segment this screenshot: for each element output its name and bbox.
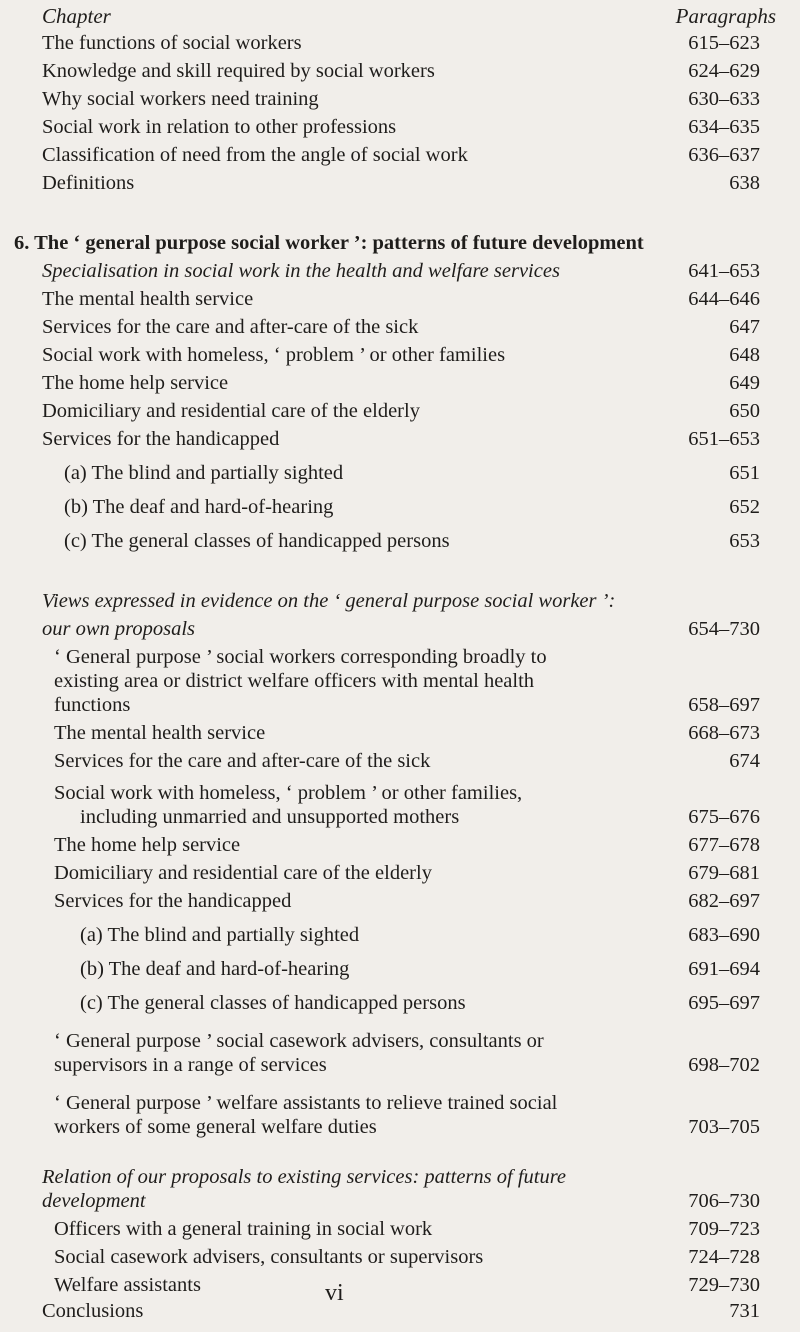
toc-entry-paragraphs: 668–673 — [688, 722, 760, 744]
toc-entry-paragraphs: 674 — [729, 750, 760, 772]
toc-entry-paragraphs: 679–681 — [688, 862, 760, 884]
toc-entry-paragraphs: 650 — [729, 400, 760, 422]
toc-entry-paragraphs: 724–728 — [688, 1246, 760, 1268]
toc-entry-paragraphs: 647 — [729, 316, 760, 338]
toc-entry-paragraphs: 653 — [729, 530, 760, 552]
toc-entry-title: (b) The deaf and hard-of-hearing — [80, 958, 350, 980]
toc-entry-paragraphs: 658–697 — [688, 694, 760, 716]
toc-entry-paragraphs: 698–702 — [688, 1054, 760, 1076]
toc-entry-title: ‘ General purpose ’ welfare assistants to relieve trained social — [54, 1092, 558, 1114]
toc-entry-title: Social casework advisers, consultants or supervisors — [54, 1246, 484, 1268]
toc-entry-title: (a) The blind and partially sighted — [64, 462, 344, 484]
toc-entry-title: Services for the care and after-care of the sick — [54, 750, 431, 772]
toc-entry-title: Services for the handicapped — [42, 428, 280, 450]
toc-entry-title: Conclusions — [42, 1300, 144, 1322]
toc-entry-paragraphs: 682–697 — [688, 890, 760, 912]
toc-entry-title: functions — [54, 694, 131, 716]
toc-entry-paragraphs: 651–653 — [688, 428, 760, 450]
toc-entry-title: our own proposals — [42, 618, 196, 640]
toc-entry-title: (b) The deaf and hard-of-hearing — [64, 496, 334, 518]
toc-entry-paragraphs: 636–637 — [688, 144, 760, 166]
toc-entry-title: Welfare assistants — [54, 1274, 201, 1296]
toc-entry-title: development — [42, 1190, 146, 1212]
toc-entry-title: workers of some general welfare duties — [54, 1116, 377, 1138]
toc-entry-paragraphs: 651 — [729, 462, 760, 484]
toc-entry-title: existing area or district welfare officers with mental health — [54, 670, 535, 692]
toc-entry-paragraphs: 683–690 — [688, 924, 760, 946]
toc-entry-title: Specialisation in social work in the health and welfare services — [42, 260, 560, 282]
toc-entry-title: (c) The general classes of handicapped persons — [64, 530, 450, 552]
toc-entry-title: The home help service — [54, 834, 241, 856]
toc-entry-title: Social work in relation to other professions — [42, 116, 397, 138]
toc-entry-title: Definitions — [42, 172, 135, 194]
toc-entry-paragraphs: 615–623 — [688, 32, 760, 54]
toc-entry-paragraphs: 706–730 — [688, 1190, 760, 1212]
toc-entry-title: (a) The blind and partially sighted — [80, 924, 360, 946]
toc-entry-title: Officers with a general training in social work — [54, 1218, 433, 1240]
toc-entry-title: The mental health service — [42, 288, 254, 310]
toc-entry-paragraphs: 703–705 — [688, 1116, 760, 1138]
toc-entry-title: Domiciliary and residential care of the elderly — [42, 400, 420, 422]
toc-entry-paragraphs: 652 — [729, 496, 760, 518]
toc-entry-title: The mental health service — [54, 722, 266, 744]
toc-entry-paragraphs: 634–635 — [688, 116, 760, 138]
toc-entry-paragraphs: 641–653 — [688, 260, 760, 282]
toc-entry-title: Knowledge and skill required by social workers — [42, 60, 435, 82]
toc-entry-paragraphs: 638 — [729, 172, 760, 194]
toc-entry-paragraphs: 654–730 — [688, 618, 760, 640]
toc-entry-title: Social work with homeless, ‘ problem ’ or other families — [42, 344, 506, 366]
toc-entry-paragraphs: 731 — [729, 1300, 760, 1322]
toc-entry-title: Why social workers need training — [42, 88, 319, 110]
toc-entry-paragraphs: 677–678 — [688, 834, 760, 856]
toc-entry-paragraphs: 729–730 — [688, 1274, 760, 1296]
toc-entry-title: Domiciliary and residential care of the elderly — [54, 862, 432, 884]
toc-entry-title: 6. The ‘ general purpose social worker ’: patterns of future development — [14, 232, 644, 254]
toc-entry-paragraphs: 695–697 — [688, 992, 760, 1014]
toc-entry-title: Relation of our proposals to existing services: patterns of future — [42, 1166, 567, 1188]
toc-entry-title: Services for the care and after-care of the sick — [42, 316, 419, 338]
toc-entry-paragraphs: 644–646 — [688, 288, 760, 310]
toc-entry-paragraphs: 648 — [729, 344, 760, 366]
toc-entry-title: supervisors in a range of services — [54, 1054, 327, 1076]
toc-entry-paragraphs: 649 — [729, 372, 760, 394]
toc-entry-paragraphs: 709–723 — [688, 1218, 760, 1240]
toc-entry-paragraphs: 691–694 — [688, 958, 760, 980]
toc-entry-paragraphs: 624–629 — [688, 60, 760, 82]
toc-entry-title: Social work with homeless, ‘ problem ’ or other families, — [54, 782, 523, 804]
toc-entry-title: ‘ General purpose ’ social casework advisers, consultants or — [54, 1030, 544, 1052]
toc-entry-title: The home help service — [42, 372, 229, 394]
toc-entry-title: including unmarried and unsupported mothers — [80, 806, 460, 828]
toc-entry-title: Classification of need from the angle of social work — [42, 144, 468, 166]
toc-entry-title: ‘ General purpose ’ social workers corresponding broadly to — [54, 646, 547, 668]
toc-entry-title: (c) The general classes of handicapped persons — [80, 992, 466, 1014]
toc-entry-title: The functions of social workers — [42, 32, 302, 54]
toc-entry-paragraphs: 675–676 — [688, 806, 760, 828]
page-number: vi — [325, 1280, 344, 1306]
paragraphs-column-heading: Paragraphs — [675, 4, 776, 28]
chapter-column-heading: Chapter — [42, 4, 111, 28]
toc-entry-paragraphs: 630–633 — [688, 88, 760, 110]
toc-entry-title: Services for the handicapped — [54, 890, 292, 912]
toc-entry-title: Views expressed in evidence on the ‘ general purpose social worker ’: — [42, 590, 616, 612]
